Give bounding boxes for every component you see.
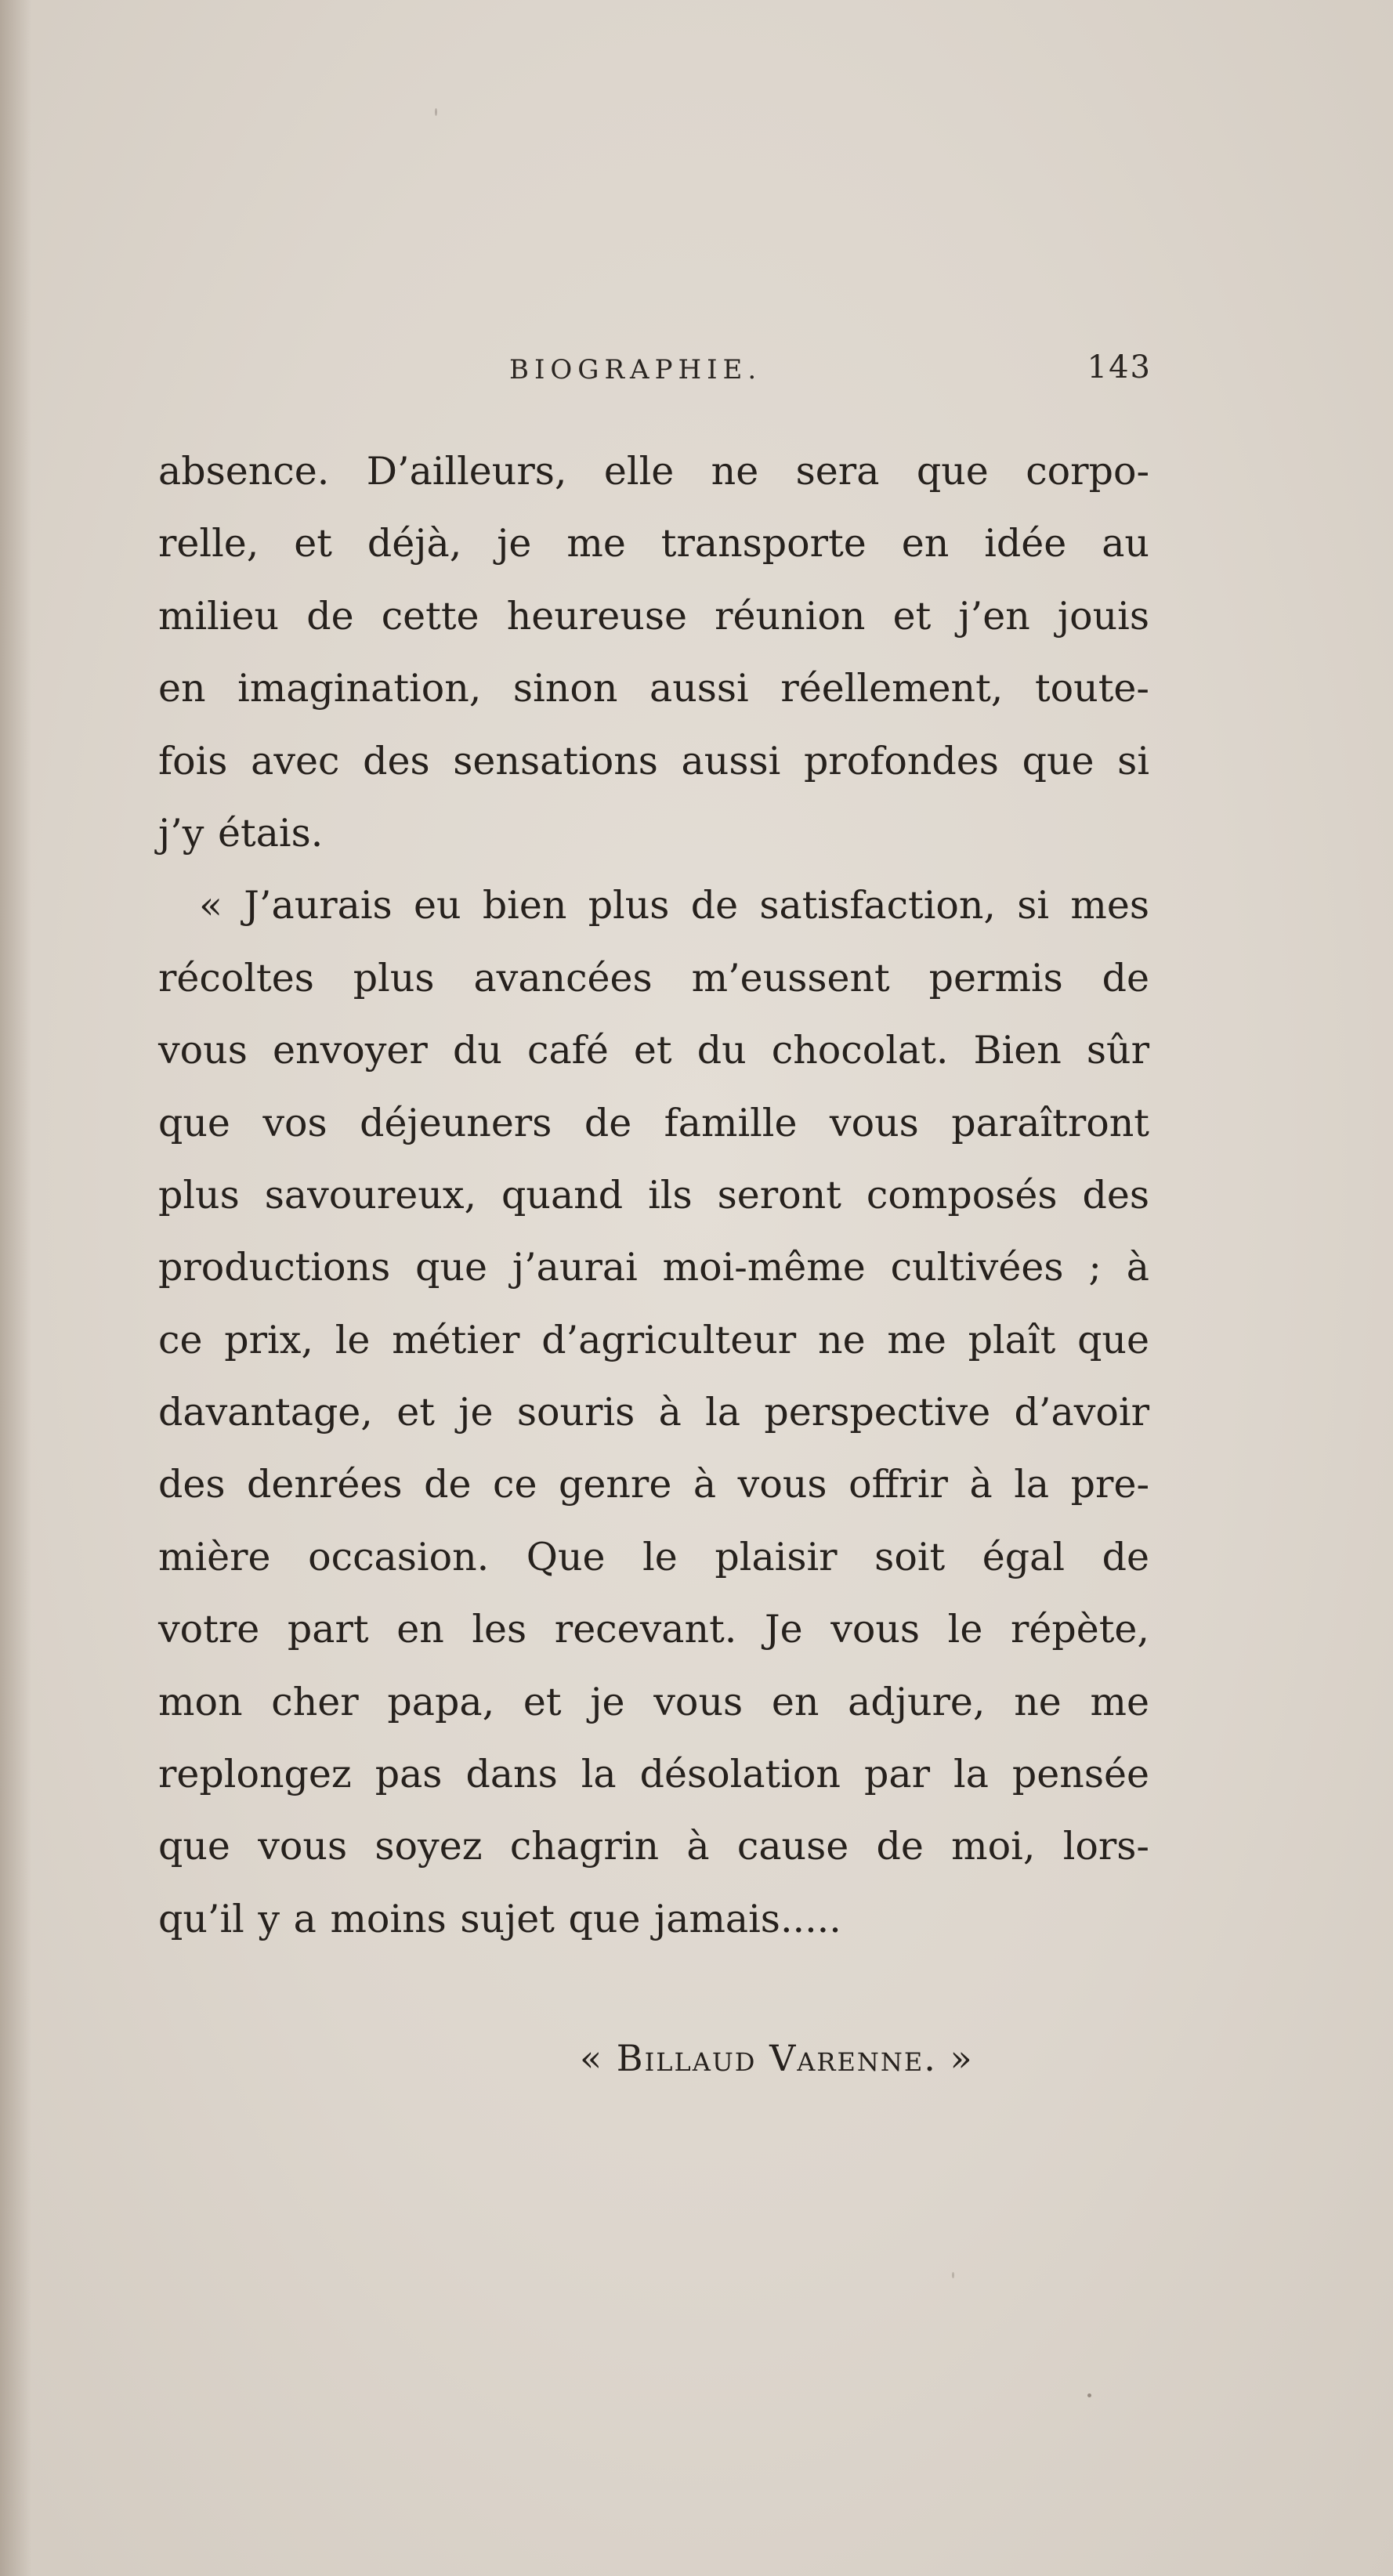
text-line: plus savoureux, quand ils seront composés des: [158, 1172, 1149, 1217]
paper-speck: [435, 108, 437, 116]
text-line: que vous soyez chagrin à cause de moi, lors-: [158, 1824, 1149, 1869]
text-line: fois avec des sensations aussi profondes que si: [158, 738, 1149, 783]
running-head-title: BIOGRAPHIE.: [509, 354, 762, 385]
text-line: mière occasion. Que le plaisir soit égal de: [158, 1534, 1149, 1579]
text-line: récoltes plus avancées m’eussent permis de: [158, 955, 1149, 1000]
paper-speck: [952, 2272, 954, 2278]
running-head: [509, 345, 1152, 400]
text-line: milieu de cette heureuse réunion et j’en jouis: [158, 593, 1149, 639]
text-line: davantage, et je souris à la perspective d’avoir: [158, 1390, 1149, 1435]
text-line: absence. D’ailleurs, elle ne sera que corpo-: [158, 449, 1149, 494]
page-number: 143: [1087, 349, 1152, 385]
text-line: vous envoyer du café et du chocolat. Bien sûr: [158, 1028, 1149, 1073]
text-line: j’y étais.: [158, 810, 324, 856]
text-line: relle, et déjà, je me transporte en idée au: [158, 521, 1149, 566]
signature: « Billaud Varenne. »: [580, 2037, 974, 2079]
text-line: des denrées de ce genre à vous offrir à la pre-: [158, 1462, 1149, 1507]
text-line: votre part en les recevant. Je vous le répète,: [158, 1607, 1149, 1652]
body-text: [158, 436, 1149, 1956]
text-line: productions que j’aurai moi-même cultivées ; à: [158, 1245, 1149, 1290]
text-line: ce prix, le métier d’agriculteur ne me plaît que: [158, 1317, 1149, 1362]
text-line: mon cher papa, et je vous en adjure, ne me: [158, 1679, 1149, 1724]
text-line: qu’il y a moins sujet que jamais.....: [158, 1896, 841, 1941]
text-line: en imagination, sinon aussi réellement, toute-: [158, 666, 1149, 711]
text-line: que vos déjeuners de famille vous paraîtront: [158, 1100, 1149, 1145]
text-line: « J’aurais eu bien plus de satisfaction, si mes: [199, 883, 1149, 928]
paper-speck: [1087, 2393, 1091, 2397]
text-line: replongez pas dans la désolation par la pensée: [158, 1752, 1149, 1797]
